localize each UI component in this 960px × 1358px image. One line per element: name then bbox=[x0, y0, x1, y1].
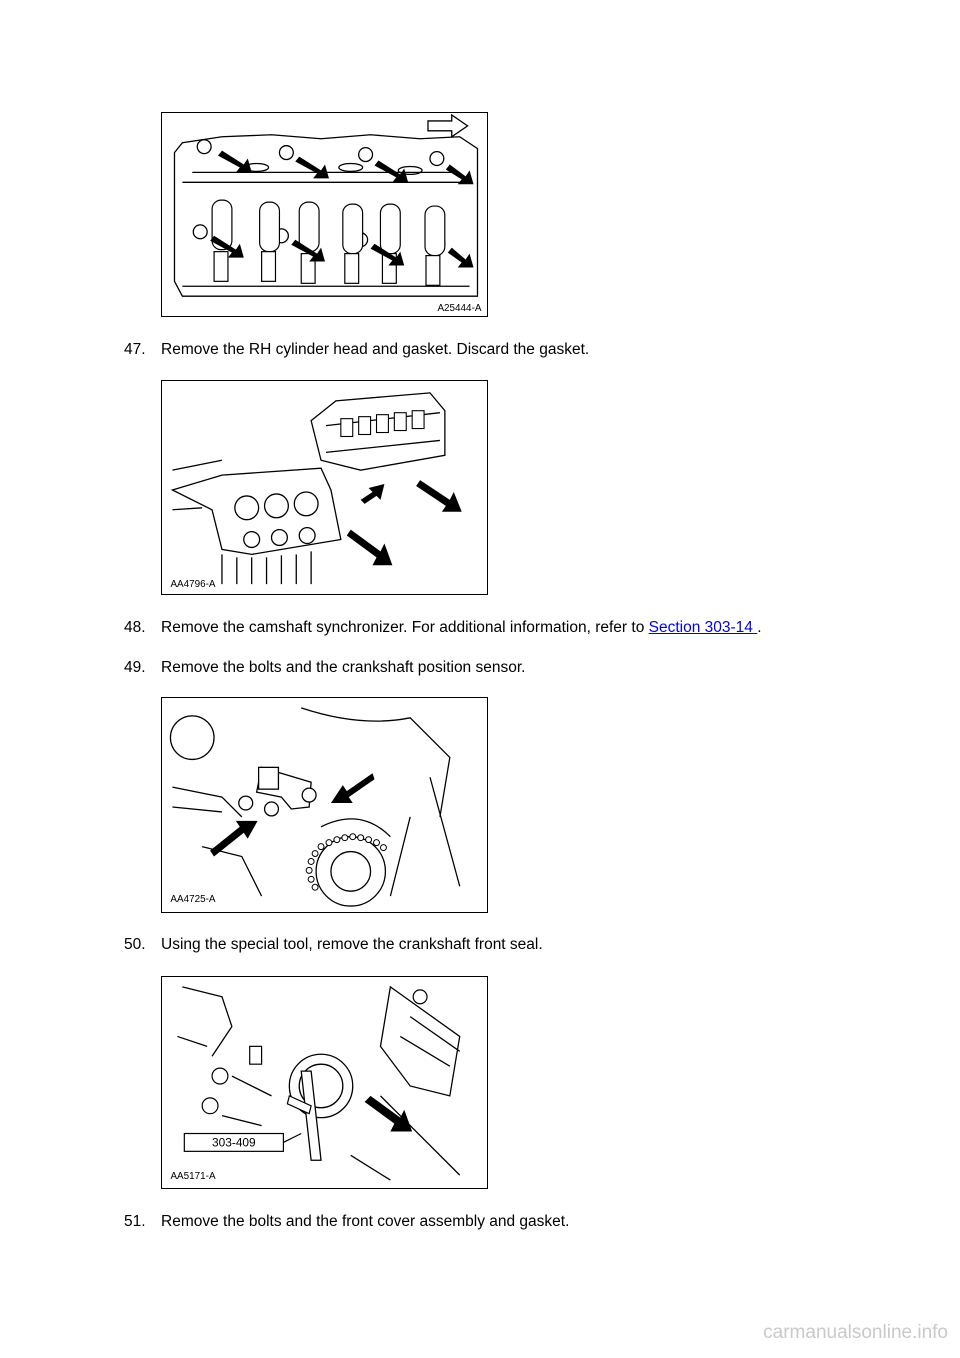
figure-label: A25444-A bbox=[437, 303, 482, 315]
step-number: 49. bbox=[124, 659, 146, 676]
cylinder-head-removal-illustration bbox=[162, 381, 487, 594]
step-number: 51. bbox=[124, 1213, 146, 1230]
step-text: Remove the camshaft synchronizer. For additional information, refer to bbox=[161, 619, 649, 636]
front-seal-illustration bbox=[162, 977, 487, 1188]
step-49 bbox=[124, 658, 525, 678]
figure-label: AA5171-A bbox=[170, 1171, 216, 1183]
step-number: 47. bbox=[124, 341, 146, 358]
step-number: 48. bbox=[124, 619, 146, 636]
figure-cylinder-head-removal bbox=[161, 380, 488, 595]
step-number: 50. bbox=[124, 936, 146, 953]
figure-label: AA4725-A bbox=[170, 894, 216, 906]
figure-cylinder-head-bolts bbox=[161, 112, 488, 317]
step-text: Remove the RH cylinder head and gasket. Discard the gasket. bbox=[161, 341, 590, 358]
step-text: Remove the bolts and the front cover assembly and gasket. bbox=[161, 1213, 570, 1230]
figure-crankshaft-position-sensor bbox=[161, 697, 488, 913]
figure-label: AA4796-A bbox=[170, 579, 216, 591]
step-text: Remove the bolts and the crankshaft position sensor. bbox=[161, 659, 526, 676]
watermark: carmanualsonline.info bbox=[763, 1322, 948, 1343]
direction-arrow-icon bbox=[428, 115, 468, 137]
crankshaft-sensor-illustration bbox=[162, 698, 487, 912]
step-50 bbox=[124, 935, 543, 955]
step-48 bbox=[124, 618, 762, 638]
special-tool-icon bbox=[301, 1071, 321, 1160]
section-link[interactable]: Section 303-14 bbox=[648, 619, 758, 636]
tool-callout-label: 303-409 bbox=[212, 1135, 256, 1150]
cylinder-head-illustration bbox=[162, 113, 487, 316]
step-text: Using the special tool, remove the crankshaft front seal. bbox=[161, 936, 543, 953]
step-text-end: . bbox=[757, 619, 762, 636]
step-47 bbox=[124, 340, 589, 360]
figure-crankshaft-front-seal bbox=[161, 976, 488, 1189]
step-51 bbox=[124, 1212, 569, 1232]
